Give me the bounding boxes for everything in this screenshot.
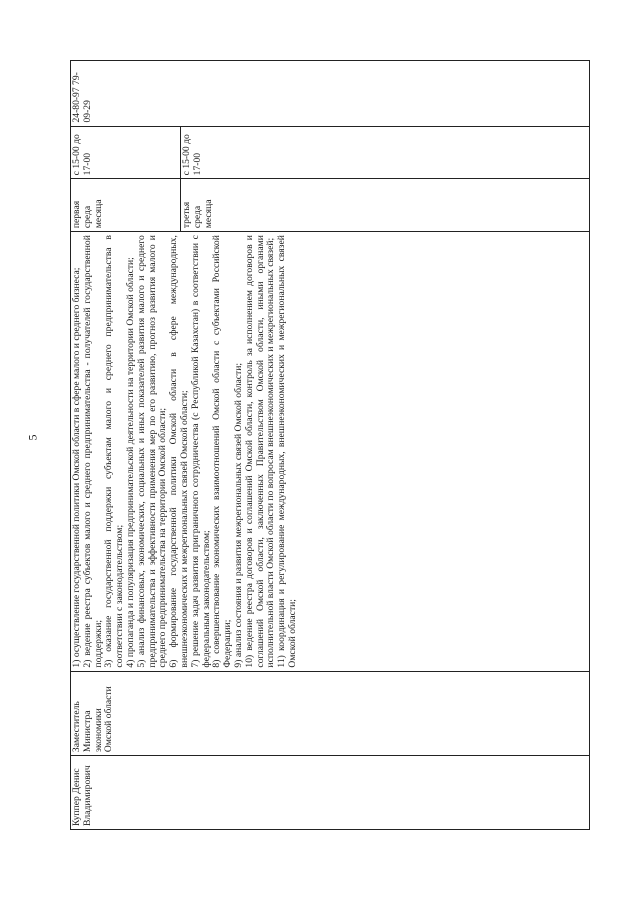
reception-schedule-table bbox=[70, 60, 590, 830]
phone-cell: 24-80-97 79-09-29 bbox=[71, 61, 590, 127]
function-item: 8) совершенствование экономических взаимоотношений Омской области с субъектами Российской Федерации; bbox=[211, 235, 234, 668]
page-number: 5 bbox=[25, 434, 40, 441]
table-row bbox=[71, 61, 181, 830]
function-item: 6) формирование государственной политики Омской области в сфере международных, внешнеэкономических и межрегиональных связей Омской области; bbox=[168, 235, 190, 668]
function-item: 11) координация и регулирование международных, внешнеэкономических и межрегиональных связей Омской области; bbox=[276, 235, 298, 668]
function-item: 10) ведение реестра договоров и соглашений Омской области, контроль за исполнением договоров и соглашений Омской области, заключенных Правительством Омской области, иными органами исполнительной власти Омской области по вопросам внешнеэкономических и межрегиональных связей; bbox=[243, 235, 277, 668]
reception-time-cell: с 15-00 до 17-00 bbox=[71, 126, 181, 179]
rotated-page-content bbox=[70, 60, 590, 830]
function-item: 9) анализ состояния и развития межрегиональных связей Омской области; bbox=[232, 362, 244, 668]
official-position-cell: Заместитель Министра экономики Омской области bbox=[71, 671, 590, 756]
reception-time-cell: с 15-00 до 17-00 bbox=[181, 126, 590, 179]
official-name-cell: Куппер Денис Владимирович bbox=[71, 756, 590, 830]
reception-day-cell: первая среда месяца bbox=[71, 179, 181, 232]
reception-day-cell: третья среда месяца bbox=[181, 179, 590, 232]
function-item: 7) решение задач развития приграничного сотрудничества (с Республикой Казахстан) в соответствии с федеральным законодательством; bbox=[189, 235, 212, 668]
function-item: 1) осуществление государственной политики Омской области в сфере малого и среднего бизнеса; bbox=[71, 267, 82, 668]
function-item: 2) ведение реестра субъектов малого и среднего предпринимательства - получателей государственной поддержки; bbox=[81, 235, 104, 668]
functions-cell bbox=[71, 232, 590, 671]
function-item: 4) пропаганда и популяризация предпринимательской деятельности на территории Омской области; bbox=[124, 257, 136, 668]
function-item: 3) оказание государственной поддержки субъектам малого и среднего предпринимательства в соответствии с законодательством; bbox=[103, 235, 126, 668]
function-item: 5) анализ финансовых, экономических, социальных и иных показателей развития малого и среднего предпринимательства и эффективности применения мер по его развитию, прогноз развития малого и среднего предпринимательства на территории Омской области; bbox=[135, 235, 169, 668]
